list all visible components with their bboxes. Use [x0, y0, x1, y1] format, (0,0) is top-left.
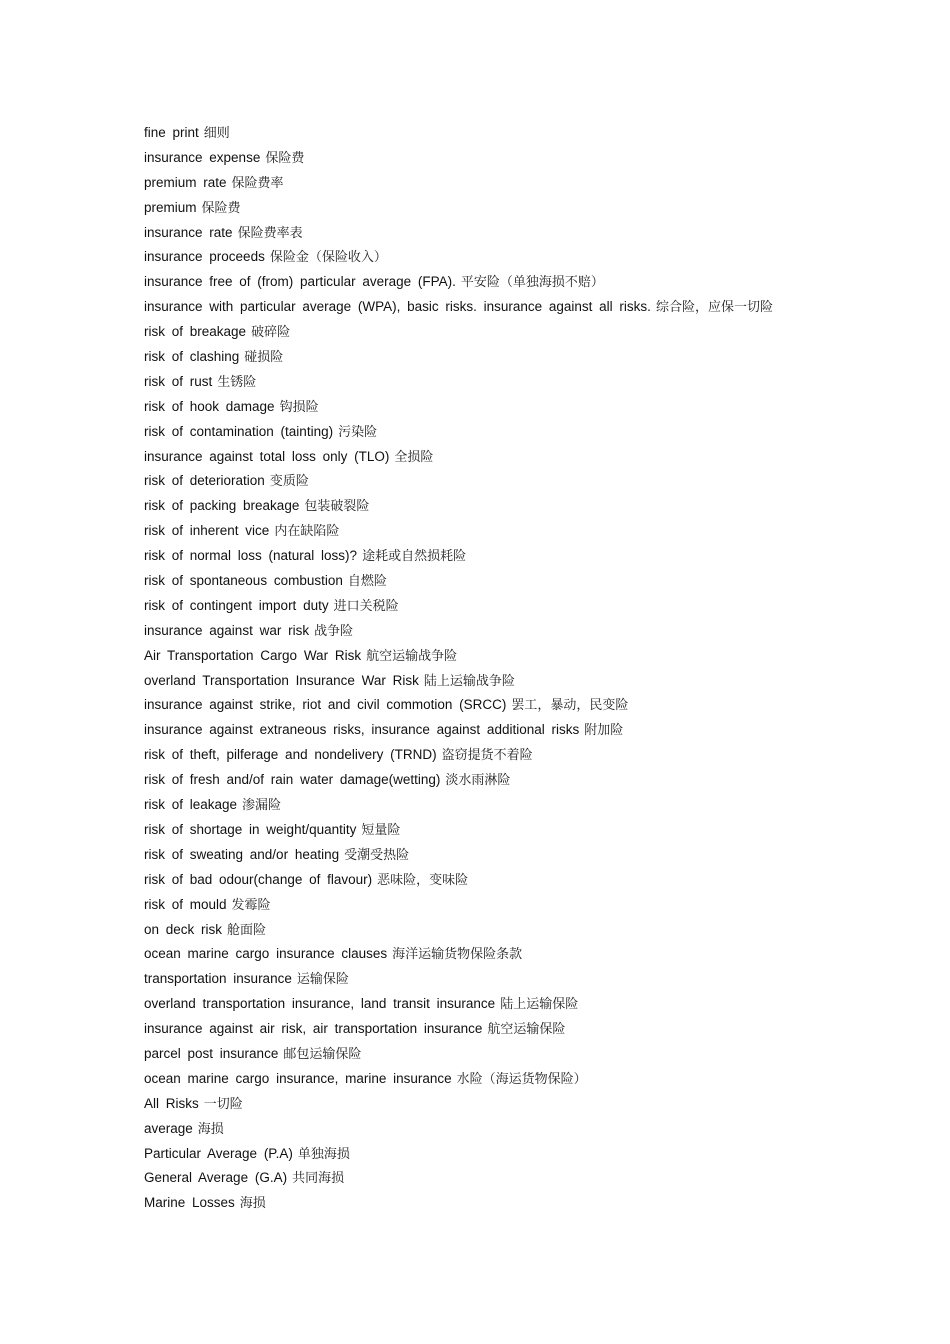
glossary-entry — [144, 420, 924, 445]
entry-translation: 保险费 — [201, 200, 241, 216]
entry-translation: 全损险 — [394, 449, 434, 465]
entry-translation: 包装破裂险 — [304, 499, 370, 515]
glossary-entry — [144, 1067, 924, 1092]
glossary-entry — [144, 196, 924, 221]
entry-translation: 罢工，暴动，民变险 — [511, 698, 629, 714]
entry-term: insurance proceeds — [144, 249, 265, 265]
entry-translation: 渗漏险 — [242, 798, 282, 814]
glossary-entry — [144, 868, 924, 893]
entry-term: Air Transportation Cargo War Risk — [144, 647, 362, 663]
entry-term: insurance against strike, riot and civil commotion (SRCC) — [144, 697, 507, 713]
entry-translation: 细则 — [203, 126, 230, 141]
entry-translation: 海损 — [239, 1196, 266, 1212]
glossary-entry — [144, 221, 924, 246]
glossary-entry — [144, 893, 924, 918]
glossary-list — [144, 121, 924, 1216]
entry-translation: 航空运输保险 — [487, 1022, 566, 1038]
glossary-entry — [144, 768, 924, 793]
entry-translation: 共同海损 — [292, 1171, 345, 1187]
entry-translation: 战争险 — [314, 623, 354, 639]
entry-term: insurance against total loss only (TLO) — [144, 448, 390, 464]
entry-term: risk of contingent import duty — [144, 597, 329, 613]
glossary-entry — [144, 370, 924, 395]
glossary-entry — [144, 793, 924, 818]
entry-translation: 单独海损 — [297, 1146, 350, 1162]
entry-translation: 水险（海运货物保险） — [456, 1071, 587, 1087]
entry-term: risk of hook damage — [144, 398, 275, 414]
entry-translation: 自燃险 — [347, 574, 387, 590]
entry-translation: 保险金（保险收入） — [269, 250, 387, 266]
entry-term: risk of contamination (tainting) — [144, 423, 334, 439]
glossary-entry — [144, 245, 924, 270]
entry-term: on deck risk — [144, 921, 223, 937]
entry-translation: 钩损险 — [279, 399, 319, 415]
entry-term: risk of theft, pilferage and nondelivery (TRND) — [144, 747, 437, 763]
entry-term: risk of clashing — [144, 349, 240, 365]
entry-term: fine print — [144, 125, 199, 140]
entry-term: risk of leakage — [144, 797, 238, 813]
entry-term: Marine Losses — [144, 1195, 235, 1211]
glossary-entry — [144, 345, 924, 370]
glossary-entry — [144, 270, 924, 295]
glossary-entry — [144, 544, 924, 569]
entry-term: General Average (G.A) — [144, 1170, 288, 1186]
entry-term: Particular Average (P.A) — [144, 1145, 293, 1161]
entry-term: insurance free of (from) particular average (FPA). — [144, 274, 456, 290]
entry-term: ocean marine cargo insurance, marine insurance — [144, 1070, 452, 1086]
glossary-entry — [144, 693, 924, 718]
glossary-entry — [144, 669, 924, 694]
glossary-entry — [144, 967, 924, 992]
glossary-entry — [144, 718, 924, 743]
entry-translation: 污染险 — [338, 424, 378, 440]
entry-translation: 海损 — [197, 1121, 224, 1137]
entry-translation: 保险费率表 — [237, 225, 303, 241]
entry-translation: 保险费率 — [231, 175, 284, 191]
entry-translation: 碰损险 — [244, 350, 284, 366]
glossary-entry — [144, 942, 924, 967]
entry-translation: 运输保险 — [296, 972, 349, 988]
entry-translation: 破碎险 — [251, 325, 291, 341]
entry-translation: 舱面险 — [227, 922, 267, 938]
entry-term: parcel post insurance — [144, 1045, 279, 1061]
entry-translation: 邮包运输保险 — [283, 1046, 362, 1062]
entry-term: transportation insurance — [144, 971, 292, 987]
glossary-entry — [144, 1017, 924, 1042]
entry-term: insurance against extraneous risks, insurance against additional risks — [144, 722, 580, 738]
entry-translation: 一切险 — [203, 1096, 243, 1112]
glossary-entry — [144, 743, 924, 768]
entry-term: risk of sweating and/or heating — [144, 846, 340, 862]
entry-term: insurance against war risk — [144, 622, 310, 638]
entry-translation: 综合险，应保一切险 — [655, 300, 773, 316]
entry-term: risk of normal loss (natural loss)? — [144, 548, 358, 564]
glossary-entry — [144, 569, 924, 594]
entry-term: overland Transportation Insurance War Risk — [144, 672, 419, 688]
entry-translation: 平安险（单独海损不赔） — [460, 275, 604, 291]
entry-translation: 生锈险 — [217, 374, 257, 390]
entry-translation: 附加险 — [584, 723, 624, 739]
entry-translation: 进口关税险 — [333, 598, 399, 614]
glossary-entry — [144, 395, 924, 420]
glossary-entry — [144, 992, 924, 1017]
entry-term: overland transportation insurance, land transit insurance — [144, 996, 496, 1012]
glossary-entry — [144, 1092, 924, 1117]
glossary-entry — [144, 1191, 924, 1216]
entry-translation: 盗窃提货不着险 — [441, 748, 533, 764]
entry-term: risk of spontaneous combustion — [144, 573, 343, 589]
entry-term: insurance expense — [144, 149, 261, 165]
glossary-entry — [144, 594, 924, 619]
entry-term: risk of shortage in weight/quantity — [144, 821, 357, 837]
glossary-entry — [144, 843, 924, 868]
entry-term: insurance against air risk, air transportation insurance — [144, 1021, 483, 1037]
entry-term: ocean marine cargo insurance clauses — [144, 946, 388, 962]
entry-translation: 发霉险 — [231, 897, 271, 913]
entry-term: average — [144, 1120, 193, 1136]
entry-term: premium — [144, 199, 197, 215]
entry-term: risk of fresh and/of rain water damage(wetting) — [144, 772, 441, 788]
glossary-entry — [144, 146, 924, 171]
entry-term: All Risks — [144, 1095, 199, 1111]
entry-term: premium rate — [144, 174, 227, 190]
entry-term: risk of deterioration — [144, 473, 265, 489]
entry-term: risk of breakage — [144, 324, 247, 340]
entry-translation: 海洋运输货物保险条款 — [392, 947, 523, 963]
glossary-entry — [144, 1042, 924, 1067]
entry-translation: 变质险 — [269, 474, 309, 490]
entry-translation: 内在缺陷险 — [274, 524, 340, 540]
glossary-entry — [144, 818, 924, 843]
glossary-entry — [144, 121, 924, 146]
entry-translation: 途耗或自然损耗险 — [362, 549, 467, 565]
glossary-entry — [144, 295, 924, 320]
glossary-entry — [144, 1117, 924, 1142]
entry-term: risk of inherent vice — [144, 523, 270, 539]
entry-translation: 保险费 — [265, 150, 305, 166]
entry-term: insurance rate — [144, 224, 233, 240]
glossary-entry — [144, 918, 924, 943]
glossary-entry — [144, 445, 924, 470]
entry-term: insurance with particular average (WPA), basic risks. insurance against all risks. — [144, 299, 651, 315]
entry-translation: 恶味险，变味险 — [377, 872, 469, 888]
entry-term: risk of bad odour(change of flavour) — [144, 871, 373, 887]
glossary-entry — [144, 619, 924, 644]
entry-translation: 陆上运输保险 — [500, 997, 579, 1013]
entry-term: risk of packing breakage — [144, 498, 300, 514]
entry-translation: 淡水雨淋险 — [445, 773, 511, 789]
entry-translation: 陆上运输战争险 — [423, 673, 515, 689]
entry-translation: 航空运输战争险 — [366, 648, 458, 664]
glossary-entry — [144, 1166, 924, 1191]
glossary-entry — [144, 644, 924, 669]
entry-term: risk of rust — [144, 373, 213, 389]
glossary-entry — [144, 1142, 924, 1167]
glossary-entry — [144, 469, 924, 494]
entry-term: risk of mould — [144, 896, 227, 912]
glossary-entry — [144, 519, 924, 544]
entry-translation: 短量险 — [361, 822, 401, 838]
glossary-entry — [144, 494, 924, 519]
glossary-entry — [144, 320, 924, 345]
entry-translation: 受潮受热险 — [344, 847, 410, 863]
glossary-entry — [144, 171, 924, 196]
